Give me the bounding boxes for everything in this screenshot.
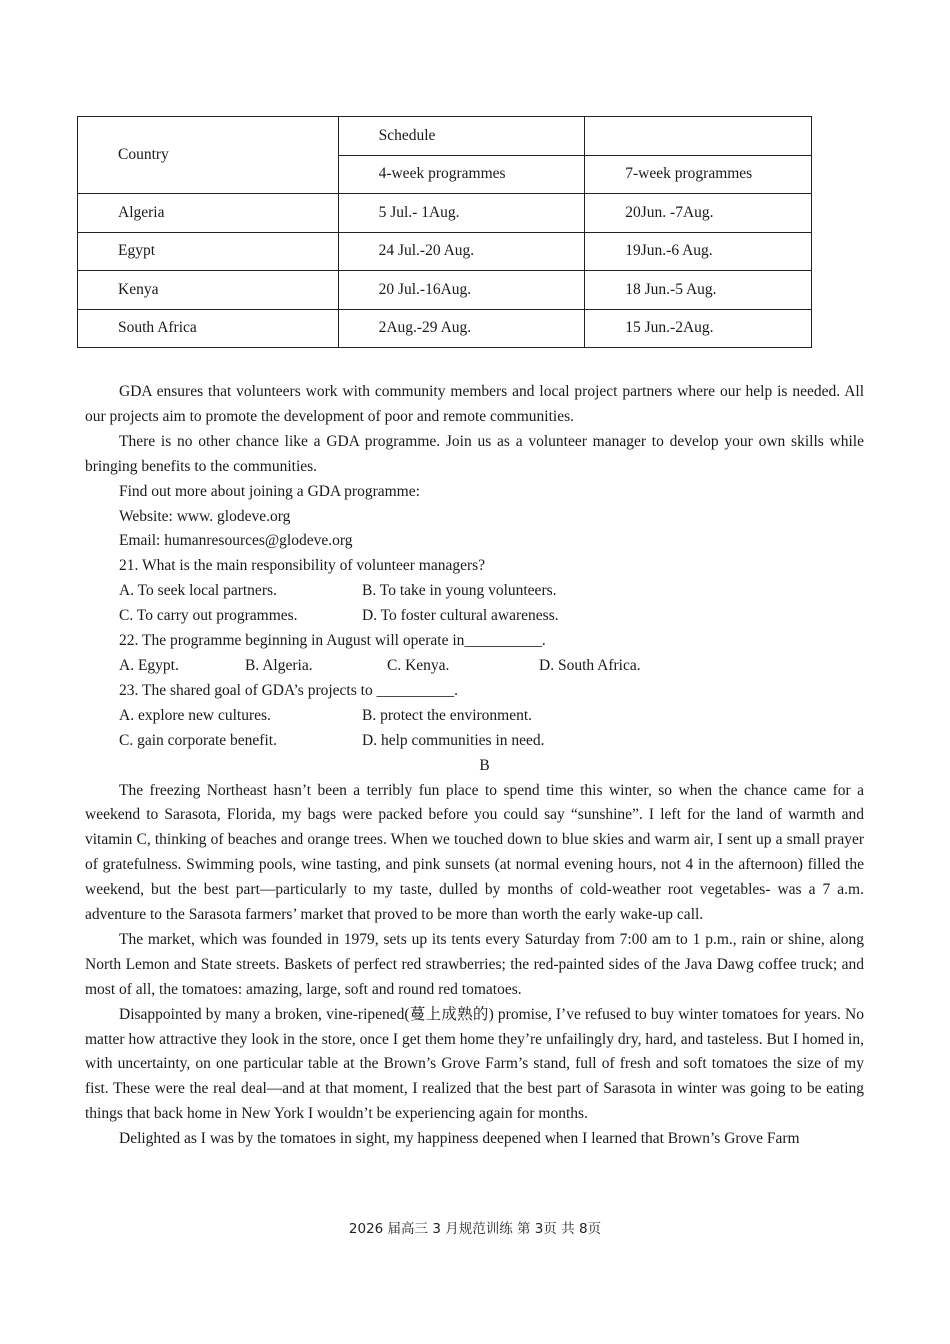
- option-b: B. Algeria.: [245, 656, 313, 674]
- passage-b-paragraph: Delighted as I was by the tomatoes in sight, my happiness deepened when I learned that Brown’s Grove Farm: [119, 1130, 800, 1148]
- cell-7week: 15 Jun.-2Aug.: [585, 309, 812, 348]
- website-line: Website: www. glodeve.org: [119, 507, 291, 525]
- passage-b-paragraph: Disappointed by many a broken, vine-ripened(蔓上成熟的) promise, I’ve refused to buy winter tomatoes for years. No matter how attractive they look in the store, once I get them home they’re unfailingly dry, hard, and tasteless. But I homed in, with uncertainty, on one particular table at the Brown’s Grove Farm’s stand, full of fresh and soft tomatoes the size of my fist. These were the real deal—and at that moment, I realized that the best part of Sarasota in winter was going to be eating things that back home in New York I wouldn’t be experiencing again for months.: [85, 1005, 864, 1123]
- body-text: [85, 380, 864, 1152]
- cell-4week: 20 Jul.-16Aug.: [338, 271, 585, 310]
- table-row: [78, 309, 812, 348]
- passage-a-paragraph: GDA ensures that volunteers work with community members and local project partners where our help is needed. All our projects aim to promote the development of poor and remote communities.: [85, 383, 864, 425]
- header-schedule: Schedule: [338, 117, 585, 156]
- section-b-heading: B: [479, 756, 490, 774]
- table-row: [78, 232, 812, 271]
- header-country: Country: [78, 117, 339, 194]
- page-footer: 2026 届高三 3 月规范训练 第 3页 共 8页: [348, 1221, 602, 1237]
- find-out-more: Find out more about joining a GDA programme:: [119, 482, 420, 500]
- table-header-row: [78, 117, 812, 156]
- header-empty-cell: [585, 117, 812, 156]
- question-23-options-row2: [85, 729, 864, 754]
- question-23-stem: 23. The shared goal of GDA’s projects to __________.: [119, 681, 458, 699]
- question-22-stem: 22. The programme beginning in August will operate in__________.: [119, 632, 546, 650]
- email-line: Email: humanresources@glodeve.org: [119, 532, 353, 550]
- header-7week: 7-week programmes: [585, 155, 812, 194]
- option-a: A. Egypt.: [119, 656, 179, 674]
- option-c: C. gain corporate benefit.: [119, 731, 277, 749]
- option-d: D. To foster cultural awareness.: [362, 607, 559, 625]
- schedule-table: [77, 116, 812, 348]
- option-d: D. South Africa.: [539, 656, 641, 674]
- question-21-options-row1: [85, 579, 864, 604]
- question-23-options-row1: [85, 704, 864, 729]
- cell-country: Kenya: [78, 271, 339, 310]
- cell-7week: 18 Jun.-5 Aug.: [585, 271, 812, 310]
- question-21-options-row2: [85, 604, 864, 629]
- cell-country: Egypt: [78, 232, 339, 271]
- option-b: B. To take in young volunteers.: [362, 582, 557, 600]
- option-a: A. explore new cultures.: [119, 706, 271, 724]
- passage-a-paragraph: There is no other chance like a GDA programme. Join us as a volunteer manager to develop your own skills while bringing benefits to the communities.: [85, 432, 864, 475]
- cell-7week: 20Jun. -7Aug.: [585, 194, 812, 233]
- cell-4week: 24 Jul.-20 Aug.: [338, 232, 585, 271]
- question-21-stem: 21. What is the main responsibility of volunteer managers?: [119, 557, 486, 575]
- cell-country: Algeria: [78, 194, 339, 233]
- cell-country: South Africa: [78, 309, 339, 348]
- passage-b-paragraph: The freezing Northeast hasn’t been a terribly fun place to spend time this winter, so when the chance came for a weekend to Sarasota, Florida, my bags were packed before you could say “sunshine”. I left for the land of warmth and vitamin C, thinking of beaches and orange trees. When we touched down to blue skies and warm air, I sent up a small prayer of gratefulness. Swimming pools, wine tasting, and pink sunsets (at normal evening hours, not 4 in the afternoon) filled the weekend, but the best part—particularly to my taste, dulled by months of cold-weather root vegetables- was a 7 a.m. adventure to the Sarasota farmers’ market that proved to be more than worth the early wake-up call.: [85, 781, 864, 924]
- cell-4week: 5 Jul.- 1Aug.: [338, 194, 585, 233]
- option-c: C. Kenya.: [387, 656, 450, 674]
- option-d: D. help communities in need.: [362, 731, 545, 749]
- option-c: C. To carry out programmes.: [119, 607, 298, 625]
- cell-4week: 2Aug.-29 Aug.: [338, 309, 585, 348]
- table-row: [78, 194, 812, 233]
- option-b: B. protect the environment.: [362, 706, 533, 724]
- question-22-options: [85, 654, 864, 679]
- passage-b-paragraph: The market, which was founded in 1979, sets up its tents every Saturday from 7:00 am to 1 p.m., rain or shine, along North Lemon and State streets. Baskets of perfect red strawberries; the red-painted sides of the Java Dawg coffee truck; and most of all, the tomatoes: amazing, large, soft and round red tomatoes.: [85, 930, 864, 998]
- cell-7week: 19Jun.-6 Aug.: [585, 232, 812, 271]
- header-4week: 4-week programmes: [338, 155, 585, 194]
- table-row: [78, 271, 812, 310]
- option-a: A. To seek local partners.: [119, 582, 277, 600]
